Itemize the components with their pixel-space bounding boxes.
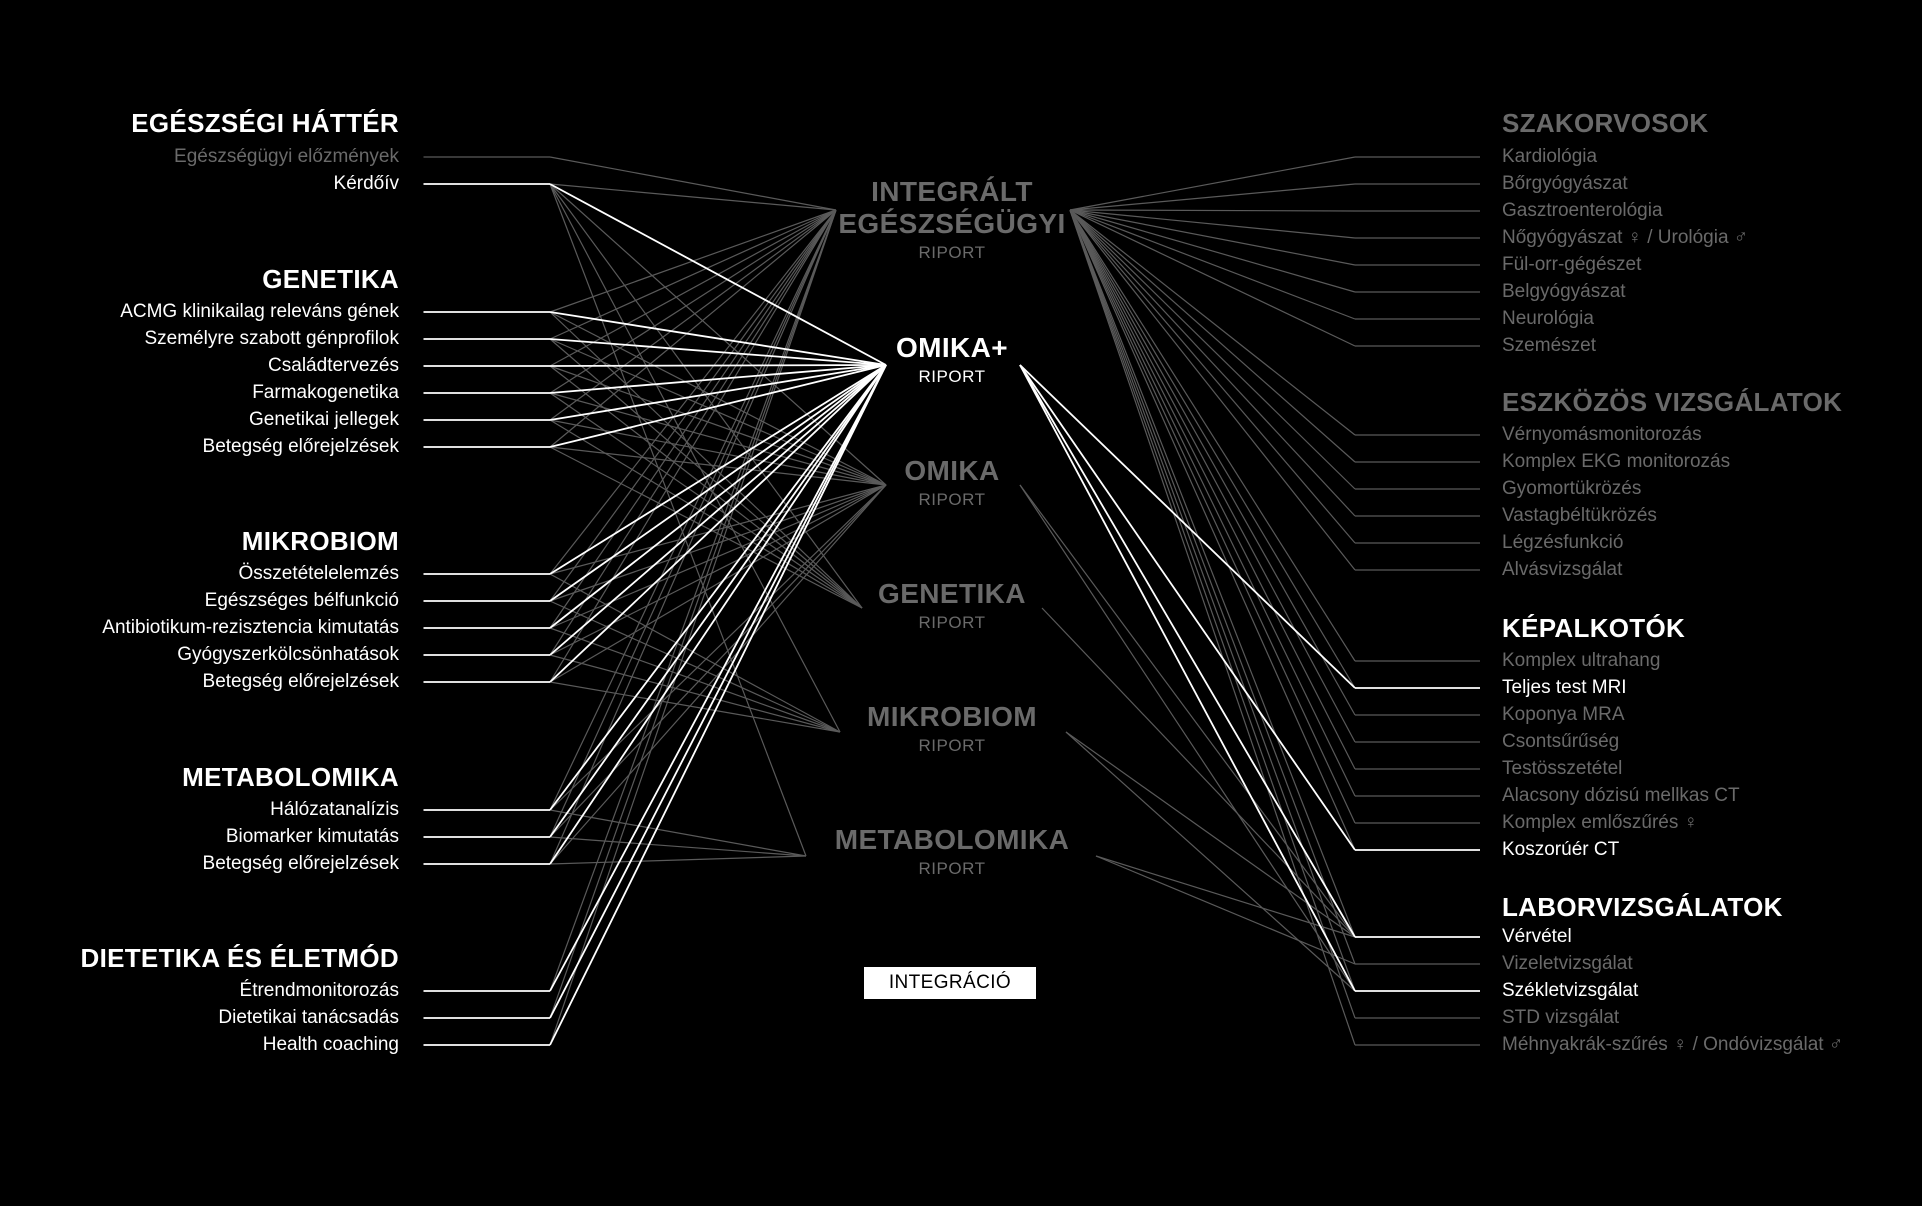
left-item-label: Betegség előrejelzések <box>202 671 399 692</box>
right-item-label: STD vizsgálat <box>1502 1007 1620 1028</box>
link-omikaplus <box>1020 365 1355 688</box>
right-item-label: Koponya MRA <box>1502 704 1625 725</box>
left-item-label: Étrendmonitorozás <box>239 980 399 1001</box>
left-item-label: Betegség előrejelzések <box>202 853 399 874</box>
report-title: OMIKA+ <box>895 332 1009 363</box>
report-node-omika <box>752 457 1152 508</box>
report-node-metabolomika <box>752 826 1152 877</box>
report-title: EGÉSZSÉGÜGYI <box>838 208 1066 239</box>
right-group-title: KÉPALKOTÓK <box>1502 613 1686 643</box>
report-node-mikrobiom <box>752 703 1152 754</box>
right-item-label: Koszorúér CT <box>1502 839 1620 860</box>
right-item-label: Vérvétel <box>1502 926 1572 947</box>
report-title: OMIKA <box>904 455 1000 486</box>
right-item-label: Székletvizsgálat <box>1502 980 1639 1001</box>
right-group-title: ESZKÖZÖS VIZSGÁLATOK <box>1502 387 1843 417</box>
left-group-title: GENETIKA <box>262 264 399 294</box>
left-item-label: Hálózatanalízis <box>270 799 399 820</box>
report-title: MIKROBIOM <box>866 701 1038 732</box>
report-subtitle: RIPORT <box>918 859 986 878</box>
right-item-label: Bőrgyógyászat <box>1502 173 1628 194</box>
right-group-title: LABORVIZSGÁLATOK <box>1502 892 1783 922</box>
left-item-label: Gyógyszerkölcsönhatások <box>177 644 399 665</box>
left-group-title: EGÉSZSÉGI HÁTTÉR <box>131 108 399 138</box>
right-item-label: Komplex ultrahang <box>1502 650 1661 671</box>
report-subtitle: RIPORT <box>918 243 986 262</box>
report-title: INTEGRÁLT <box>871 176 1033 207</box>
left-item-label: Egészségügyi előzmények <box>174 146 399 167</box>
right-item-label: Gyomortükrözés <box>1502 478 1642 499</box>
report-node-integralt <box>752 178 1152 261</box>
report-title: METABOLOMIKA <box>834 824 1070 855</box>
link-integralt <box>550 210 836 628</box>
left-item-label: Kérdőív <box>333 173 399 194</box>
right-item-label: Testösszetétel <box>1502 758 1623 779</box>
report-node-omikaplus <box>752 334 1152 385</box>
report-subtitle: RIPORT <box>918 490 986 509</box>
right-group-title: SZAKORVOSOK <box>1502 108 1709 138</box>
right-item-label: Alacsony dózisú mellkas CT <box>1502 785 1740 806</box>
left-item-label: Dietetikai tanácsadás <box>218 1007 399 1028</box>
report-subtitle: RIPORT <box>918 613 986 632</box>
right-item-label: Szemészet <box>1502 335 1596 356</box>
right-item-label: Komplex EKG monitorozás <box>1502 451 1731 472</box>
right-item-label: Neurológia <box>1502 308 1594 329</box>
integration-badge: INTEGRÁCIÓ <box>864 967 1036 999</box>
left-item-label: Antibiotikum-rezisztencia kimutatás <box>102 617 399 638</box>
left-item-label: Biomarker kimutatás <box>225 826 399 847</box>
left-item-label: Farmakogenetika <box>252 382 399 403</box>
right-item-label: Fül-orr-gégészet <box>1502 254 1642 275</box>
left-group-title: MIKROBIOM <box>241 526 399 556</box>
left-item-label: Genetikai jellegek <box>249 409 399 430</box>
left-item-label: Health coaching <box>262 1034 399 1055</box>
left-item-label: Betegség előrejelzések <box>202 436 399 457</box>
report-subtitle: RIPORT <box>918 736 986 755</box>
link-omika <box>550 485 886 837</box>
report-subtitle: RIPORT <box>918 367 986 386</box>
right-item-label: Méhnyakrák-szűrés ♀ / Ondóvizsgálat ♂ <box>1502 1034 1844 1055</box>
report-title: GENETIKA <box>878 578 1026 609</box>
right-item-label: Nőgyógyászat ♀ / Urológia ♂ <box>1502 227 1749 248</box>
right-item-label: Vizeletvizsgálat <box>1502 953 1633 974</box>
left-item-label: ACMG klinikailag releváns gének <box>120 301 399 322</box>
link-integralt <box>1070 210 1355 850</box>
right-item-label: Vérnyomásmonitorozás <box>1502 424 1702 445</box>
right-item-label: Belgyógyászat <box>1502 281 1626 302</box>
right-item-label: Teljes test MRI <box>1502 677 1627 698</box>
link-metabolomika <box>550 184 806 856</box>
right-item-label: Légzésfunkció <box>1502 532 1624 553</box>
right-item-label: Gasztroenterológia <box>1502 200 1663 221</box>
right-item-label: Csontsűrűség <box>1502 731 1620 752</box>
left-group-title: DIETETIKA ÉS ÉLETMÓD <box>80 943 399 973</box>
left-item-label: Egészséges bélfunkció <box>204 590 399 611</box>
left-group-title: METABOLOMIKA <box>182 762 399 792</box>
left-item-label: Személyre szabott génprofilok <box>144 328 399 349</box>
left-item-label: Családtervezés <box>268 355 399 376</box>
right-item-label: Alvásvizsgálat <box>1502 559 1623 580</box>
left-item-label: Összetételelemzés <box>238 563 399 584</box>
right-item-label: Kardiológia <box>1502 146 1598 167</box>
report-node-genetika <box>752 580 1152 631</box>
right-item-label: Komplex emlőszűrés ♀ <box>1502 812 1698 833</box>
right-item-label: Vastagbéltükrözés <box>1502 505 1657 526</box>
